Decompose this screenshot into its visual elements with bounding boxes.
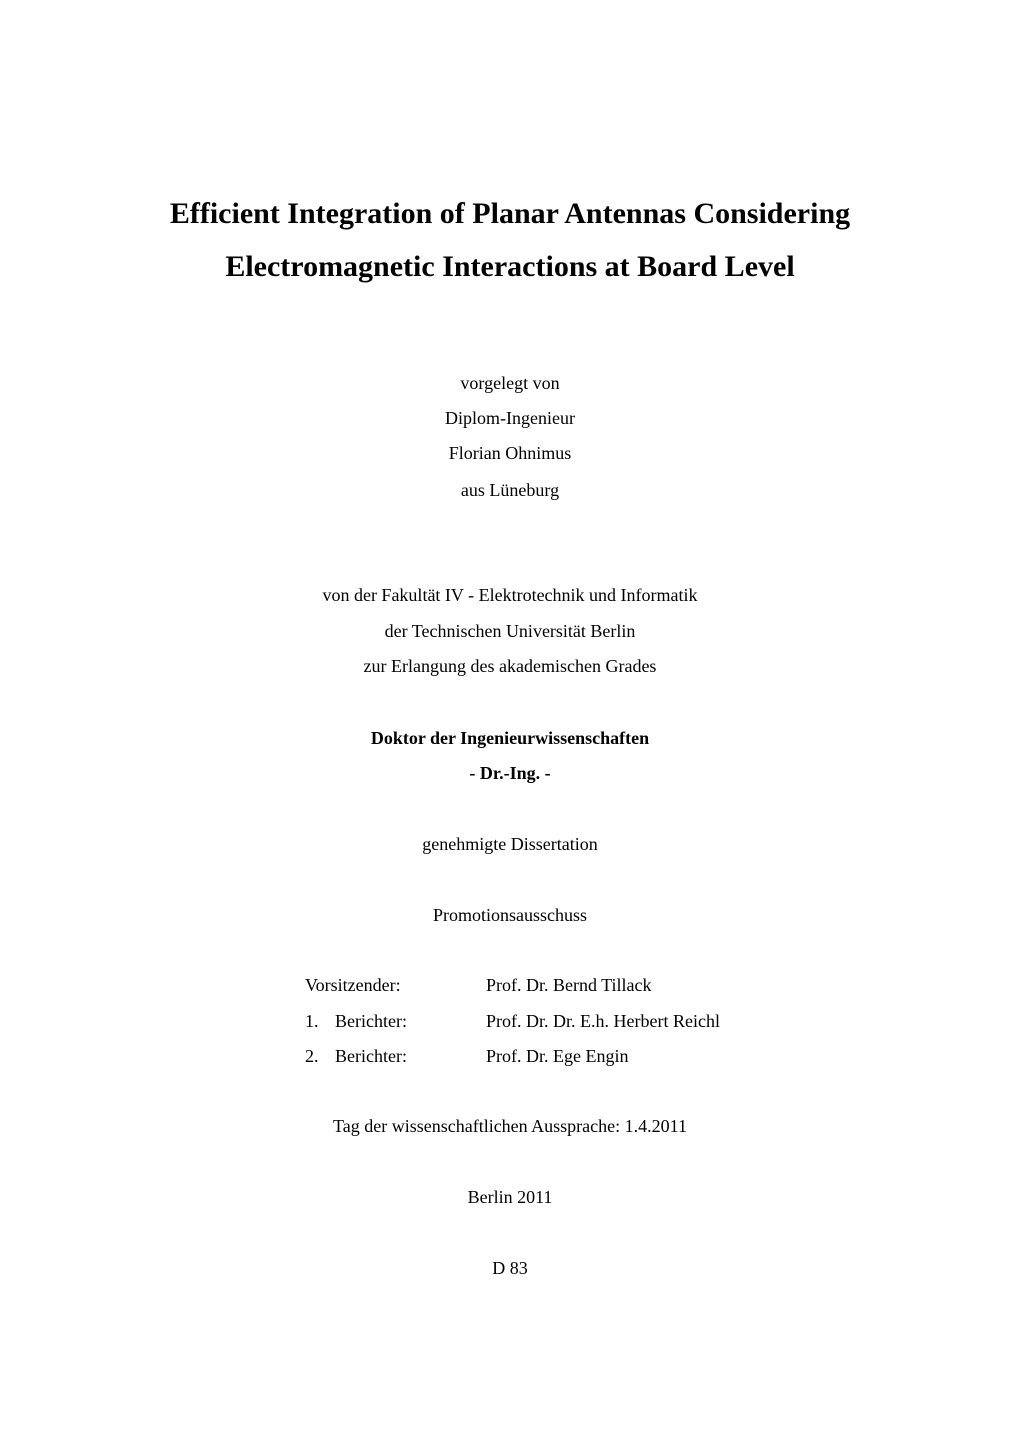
committee-name: Prof. Dr. Ege Engin	[486, 1046, 629, 1066]
committee-number: 2.	[305, 1046, 319, 1066]
committee-heading: Promotionsausschuss	[432, 905, 587, 925]
committee-role: Vorsitzender:	[305, 975, 401, 995]
committee-role: Berichter:	[335, 1011, 407, 1031]
faculty-line-1: von der Fakultät IV - Elektrotechnik und Informatik	[322, 585, 698, 605]
faculty-line-2: der Technischen Universität Berlin	[384, 621, 636, 641]
committee-role: Berichter:	[335, 1046, 407, 1066]
degree-abbreviation: - Dr.-Ing. -	[469, 763, 551, 783]
thesis-title-line-2: Electromagnetic Interactions at Board Level	[225, 250, 795, 283]
thesis-title-line-1: Efficient Integration of Planar Antennas Considering	[169, 197, 851, 230]
committee-name: Prof. Dr. Bernd Tillack	[486, 975, 652, 995]
place-year: Berlin 2011	[467, 1187, 553, 1207]
committee-member-row	[0, 1045, 1020, 1067]
approved-dissertation: genehmigte Dissertation	[422, 834, 598, 854]
author-origin: aus Lüneburg	[460, 480, 560, 500]
committee-member-row	[0, 1010, 1020, 1032]
committee-number: 1.	[305, 1011, 319, 1031]
defense-date: Tag der wissenschaftlichen Aussprache: 1.4.2011	[333, 1116, 687, 1136]
committee-member-row	[0, 974, 1020, 996]
library-code: D 83	[492, 1258, 528, 1278]
committee-name: Prof. Dr. Dr. E.h. Herbert Reichl	[486, 1011, 720, 1031]
author-name: Florian Ohnimus	[448, 443, 572, 463]
submitted-by: vorgelegt von	[460, 373, 560, 393]
author-degree: Diplom-Ingenieur	[445, 408, 575, 428]
faculty-line-3: zur Erlangung des akademischen Grades	[363, 656, 657, 676]
degree-title: Doktor der Ingenieurwissenschaften	[370, 728, 650, 748]
